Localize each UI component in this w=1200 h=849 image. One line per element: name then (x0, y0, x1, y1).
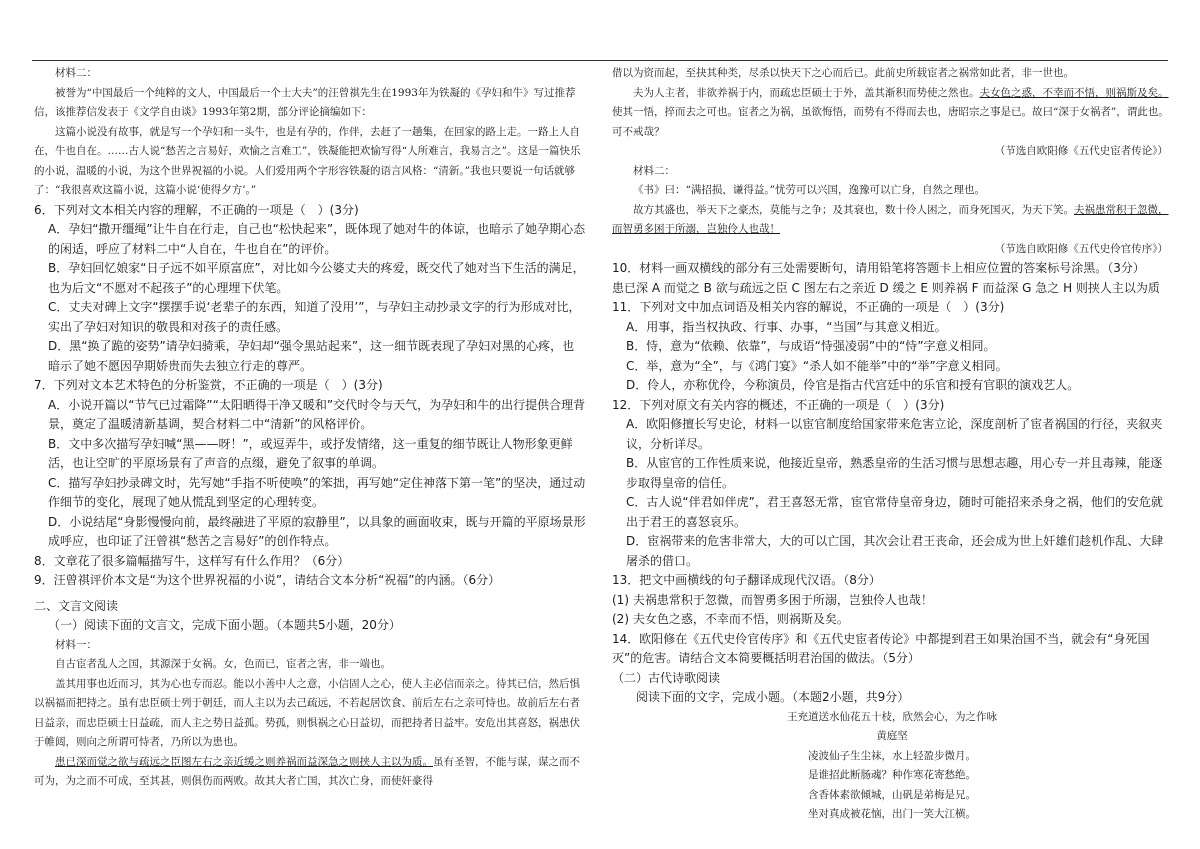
question-6-option-c: C．丈夫对碑上文字“摆摆手说‘老辈子的东西，知道了没用’”，与孕妇主动抄录文字的行为形成对比，实出了孕妇对知识的敬畏和对孩子的责任感。 (48, 300, 581, 334)
right-column (612, 64, 1172, 825)
question-14: 14．欧阳修在《五代史伶官传序》和《五代史宦者传论》中都提到君王如果治国不当，就会有“身死国灭”的危害。请结合文本简要概括明君治国的做法。（5分） (612, 631, 1150, 665)
material-two-paragraph-2 (612, 201, 1172, 240)
material-one-paragraph-3 (34, 753, 586, 792)
question-6: 6．下列对文本相关内容的理解，不正确的一项是（ ）(3分) (34, 202, 359, 217)
question-6-option-d: D．黑“换了跪的姿势”请孕妇骑乘，孕妇却“强令黑站起来”，这一细节既表现了孕妇对黑的心疼，也暗示了她不愿因孕期娇贵而失去独立行走的尊严。 (48, 339, 575, 373)
material-two-heading-right: 材料二： (633, 164, 675, 177)
material-two-part-a: 故方其盛也，举天下之豪杰，莫能与之争；及其衰也，数十伶人困之，而身死国灭，为天下笑。 (633, 203, 1074, 216)
underlined-sentence-2: 夫女色之惑，不幸而不悟，则祸斯及矣。 (979, 86, 1169, 99)
question-6-option-b: B．孕妇回忆娘家“日子远不如平原富庶”，对比如今公婆丈夫的疼爱，既交代了她对当下生活的满足，也为后文“不愿对不起孩子”的心理埋下伏笔。 (48, 261, 585, 295)
section-classical-subheading: （一）阅读下面的文言文，完成下面小题。（本题共5小题，20分） (48, 618, 401, 632)
poem-author: 黄庭坚 (876, 730, 908, 742)
question-9: 9．汪曾祺评价本文是“为这个世界祝福的小说”，请结合文本分析“祝福”的内涵。（6分） (34, 573, 501, 587)
question-13-item-2: (2) 夫女色之惑，不幸而不悟，则祸斯及矣。 (612, 612, 849, 626)
header-rule (32, 60, 1168, 61)
question-10: 10．材料一画双横线的部分有三处需要断句，请用铅笔将答题卡上相应位置的答案标号涂黑。（3分） (612, 261, 1145, 275)
poetry-intro: 阅读下面的文字，完成小题。（本题2小题，共9分） (636, 690, 910, 704)
material-two-line-1: 《书》曰：“满招损，谦得益。”忧劳可以兴国，逸豫可以亡身，自然之理也。 (633, 184, 985, 196)
material-one-line-1: 自古宦者乱人之国，其源深于女祸。女，色而已，宦者之害，非一端也。 (55, 658, 391, 670)
question-11: 11．下列对文中加点词语及相关内容的解说，不正确的一项是（ ）(3分) (612, 300, 1005, 314)
question-12-option-b: B．从宦官的工作性质来说，他接近皇帝，熟悉皇帝的生活习惯与思想志趣，用心专一并且毒辣，能逐步取得皇帝的信任。 (626, 456, 1163, 490)
poem-line-4: 坐对真成被花恼，出门一笑大江横。 (808, 808, 976, 820)
double-underlined-passage: 患已深而觉之欲与疏远之臣图左右之亲近缓之则养祸而益深急之则挟人主以为质。 (55, 755, 433, 768)
question-13: 13．把文中画横线的句子翻译成现代汉语。（8分） (612, 573, 881, 587)
material-one-heading: 材料一： (55, 638, 97, 651)
source-citation-1: （节选自欧阳修《五代史宦者传论》） (994, 145, 1168, 157)
poem-line-1: 凌波仙子生尘袜，水上轻盈步微月。 (808, 749, 976, 762)
paragraph-4-part-a: 夫为人主者，非欲养祸于内，而疏忠臣硕士于外，盖其渐积而势使之然也。 (633, 86, 980, 99)
material-one-paragraph-3-rest: 虽有圣智，不能与谋，谋之而不可为，为之而不可成，至其甚，则俱伤而两败。故其大者亡国，其次亡身，而使奸豪得 (34, 755, 580, 787)
question-12-option-c: C．古人说“伴君如伴虎”，君王喜怒无常，宦官常侍皇帝身边，随时可能招来杀身之祸，他们的安危就出于君王的喜怒哀乐。 (626, 495, 1163, 529)
material-two-intro: 被誉为“中国最后一个纯粹的文人，中国最后一个士大夫”的汪曾祺先生在1993年为铁凝的《孕妇和牛》写过推荐信，该推荐信发表于《文学自由谈》1993年第2期，部分评论摘编如下： (34, 86, 576, 118)
section-classical-chinese: 二、文言文阅读 (34, 598, 119, 613)
material-two-heading: 材料二： (55, 67, 97, 79)
question-11-option-c: C．举，意为“全”，与《鸿门宴》“杀人如不能举”中的“举”字意义相同。 (626, 358, 1008, 373)
question-7-option-b: B．文中多次描写孕妇喊“黑——呀！”，或逗弄牛，或抒发情绪，这一重复的细节既让人物形象更鲜活，也让空旷的平原场景有了声音的点缀，避免了叙事的单调。 (48, 436, 573, 470)
question-8: 8．文章花了很多篇幅描写牛，这样写有什么作用？（6分） (34, 553, 350, 568)
question-7-option-c: C．描写孕妇抄录碑文时，先写她“手指不听使唤”的笨拙，再写她“定住神落下第一笔”的坚决，通过动作细节的变化，展现了她从慌乱到坚定的心理转变。 (48, 475, 586, 509)
question-10-text: 患已深 A 而觉之 B 欲与疏远之臣 C 图左右之亲近 D 缓之 E 则养祸 F 而益深 G 急之 H 则挟人主以为质 (612, 280, 1160, 295)
material-one-paragraph-2: 盖其用事也近而习，其为心也专而忍。能以小善中人之意，小信固人之心，使人主必信而亲之。待其已信，然后惧以祸福而把持之。虽有忠臣硕士列于朝廷，而人主以为去己疏远，不若起居饮食、前后左右之亲可恃也。故前后左右者日益亲，而忠臣硕士日益疏，而人主之势日益孤。势孤，则惧祸之心日益切，而把持者日益牢。安危出其喜怒，祸患伏于帷闼，则向之所谓可恃者，乃所以为患也。 (34, 677, 580, 748)
question-11-option-a: A．用事，指当权执政、行事、办事，“当国”与其意义相近。 (626, 319, 947, 334)
poem-line-3: 含香体素欲倾城，山矾是弟梅是兄。 (808, 788, 976, 801)
question-7-option-a: A．小说开篇以“节气已过霜降”“太阳晒得干净又暖和”交代时令与天气，为孕妇和牛的出行提供合理背景，奠定了温暖清新基调，契合材料二中“清新”的风格评价。 (48, 397, 586, 431)
question-13-item-1: (1) 夫祸患常积于忽微，而智勇多困于所溺，岂独伶人也哉！ (612, 592, 933, 607)
question-11-option-b: B．恃，意为“依赖、依靠”，与成语“恃强凌弱”中的“恃”字意义相同。 (626, 339, 996, 353)
poem-title: 王充道送水仙花五十枝，欣然会心，为之作咏 (787, 710, 997, 723)
material-two-review: 这篇小说没有故事，就是写一个孕妇和一头牛，也是有孕的，作伴，去赶了一趟集，在回家的路上走。一路上人自在，牛也自在。……古人说“愁苦之言易好，欢愉之言难工”，铁凝能把欢愉写得“人所难言，我易言之”。这是一篇快乐的小说，温暖的小说，为这个世界祝福的小说。人们爱用两个字形容铁凝的语言风格：“清新。”我也只要说一句话就够了：“我很喜欢这篇小说，这篇小说‘使得夕方’。” (34, 125, 581, 196)
question-7-option-d: D．小说结尾“身影慢慢向前，最终融进了平原的寂静里”，以具象的画面收束，既与开篇的平原场景形成呼应，也印证了汪曾祺“愁苦之言易好”的创作特点。 (48, 514, 586, 548)
material-one-paragraph-4 (612, 84, 1172, 143)
left-column (34, 64, 586, 792)
poem-line-2: 是谁招此断肠魂？种作寒花寄愁绝。 (808, 769, 976, 781)
question-7: 7．下列对文本艺术特色的分析鉴赏，不正确的一项是（ ）(3分) (34, 378, 383, 392)
section-poetry: （二）古代诗歌阅读 (612, 670, 721, 685)
material-one-continued: 借以为资而起，至抉其种类，尽杀以快天下之心而后已。此前史所载宦者之祸常如此者，非一世也。 (612, 67, 1074, 79)
paragraph-4-part-b: 使其一悟，捽而去之可也。宦者之为祸，虽欲悔悟，而势有不得而去也，唐昭宗之事是已。故曰“深于女祸者”，谓此也。可不戒哉？ (612, 106, 1169, 138)
question-11-option-d: D．伶人，亦称优伶，今称演员，伶官是指古代宫廷中的乐官和授有官职的演戏艺人。 (626, 378, 1080, 392)
question-12-option-d: D．宦祸带来的危害非常大，大的可以亡国，其次会让君王丧命，还会成为世上奸雄们趁机作乱、大肆屠杀的借口。 (626, 534, 1164, 568)
source-citation-2: （节选自欧阳修《五代史伶官传序》） (994, 242, 1168, 255)
question-12-option-a: A．欧阳修擅长写史论，材料一以宦官制度给国家带来危害立论，深度剖析了宦者祸国的行径，夹叙夹议，分析详尽。 (626, 417, 1163, 451)
question-6-option-a: A．孕妇“撒开缰绳”让牛自在行走，自己也“松快起来”，既体现了她对牛的体谅，也暗示了她孕期心态的闲适，呼应了材料二中“人自在，牛也自在”的评价。 (48, 222, 586, 256)
question-12: 12．下列对原文有关内容的概述，不正确的一项是（ ）(3分) (612, 397, 945, 412)
underlined-sentence-1: 夫祸患常积于忽微，而智勇多困于所溺，岂独伶人也哉！ (612, 203, 1169, 235)
